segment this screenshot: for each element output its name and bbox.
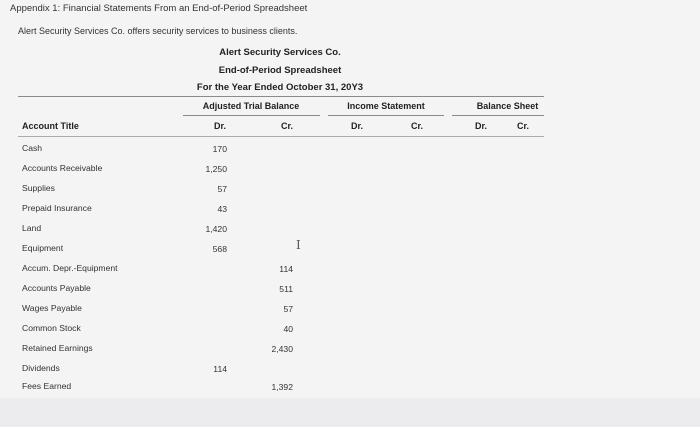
atb-cr-value: 57 xyxy=(283,304,293,314)
account-name: Prepaid Insurance xyxy=(22,203,92,213)
atb-cr-value: 511 xyxy=(279,284,293,294)
column-bs-cr: Cr. xyxy=(516,121,529,131)
atb-dr-value: 568 xyxy=(212,244,227,254)
text-cursor-icon: I xyxy=(296,238,301,252)
atb-cr-value: 40 xyxy=(283,324,293,334)
account-name: Land xyxy=(22,223,42,233)
atb-dr-value: 170 xyxy=(212,144,227,154)
group-balance-sheet: Balance Sheet xyxy=(476,101,539,111)
account-name: Retained Earnings xyxy=(22,343,93,353)
column-account-title: Account Title xyxy=(22,121,79,131)
account-name: Equipment xyxy=(22,243,64,253)
table-row xyxy=(0,163,700,183)
atb-dr-value: 1,250 xyxy=(205,164,227,174)
statement-title: End-of-Period Spreadsheet xyxy=(218,65,342,76)
bs-underline xyxy=(452,115,544,116)
table-row xyxy=(0,203,700,223)
table-row xyxy=(0,303,700,323)
table-row xyxy=(0,343,700,363)
table-row xyxy=(0,223,700,243)
column-bs-dr: Dr. xyxy=(474,121,487,131)
column-atb-dr: Dr. xyxy=(213,121,226,131)
column-is-dr: Dr. xyxy=(350,121,363,131)
account-name: Accounts Receivable xyxy=(22,163,103,173)
table-row xyxy=(0,143,700,163)
scroll-area[interactable] xyxy=(0,398,700,427)
atb-dr-value: 1,420 xyxy=(205,224,227,234)
column-is-cr: Cr. xyxy=(410,121,423,131)
account-name: Common Stock xyxy=(22,323,81,333)
atb-dr-value: 57 xyxy=(217,184,227,194)
account-name: Fees Earned xyxy=(22,381,72,391)
atb-underline xyxy=(183,115,320,116)
table-row xyxy=(0,243,700,263)
atb-dr-value: 114 xyxy=(213,364,227,374)
table-row xyxy=(0,283,700,303)
account-name: Cash xyxy=(22,143,43,153)
period-title: For the Year Ended October 31, 20Y3 xyxy=(196,82,364,93)
atb-cr-value: 1,392 xyxy=(271,382,293,392)
account-name: Dividends xyxy=(22,363,60,373)
company-name: Alert Security Services Co. xyxy=(219,47,341,58)
atb-dr-value: 43 xyxy=(217,204,227,214)
atb-cr-value: 114 xyxy=(279,264,293,274)
group-adjusted-trial-balance: Adjusted Trial Balance xyxy=(202,101,300,111)
header-divider xyxy=(18,96,544,97)
table-row xyxy=(0,263,700,283)
table-row xyxy=(0,363,700,383)
table-row xyxy=(0,323,700,343)
column-header-divider xyxy=(18,136,544,137)
column-atb-cr: Cr. xyxy=(280,121,293,131)
account-name: Supplies xyxy=(22,183,55,193)
group-income-statement: Income Statement xyxy=(347,101,425,111)
intro-text: Alert Security Services Co. offers security services to business clients. xyxy=(18,26,298,36)
account-name: Wages Payable xyxy=(22,303,82,313)
table-row xyxy=(0,183,700,203)
account-name: Accounts Payable xyxy=(22,283,91,293)
appendix-title: Appendix 1: Financial Statements From an End-of-Period Spreadsheet xyxy=(10,3,308,14)
is-underline xyxy=(328,115,444,116)
account-name: Accum. Depr.-Equipment xyxy=(22,263,118,273)
atb-cr-value: 2,430 xyxy=(271,344,293,354)
